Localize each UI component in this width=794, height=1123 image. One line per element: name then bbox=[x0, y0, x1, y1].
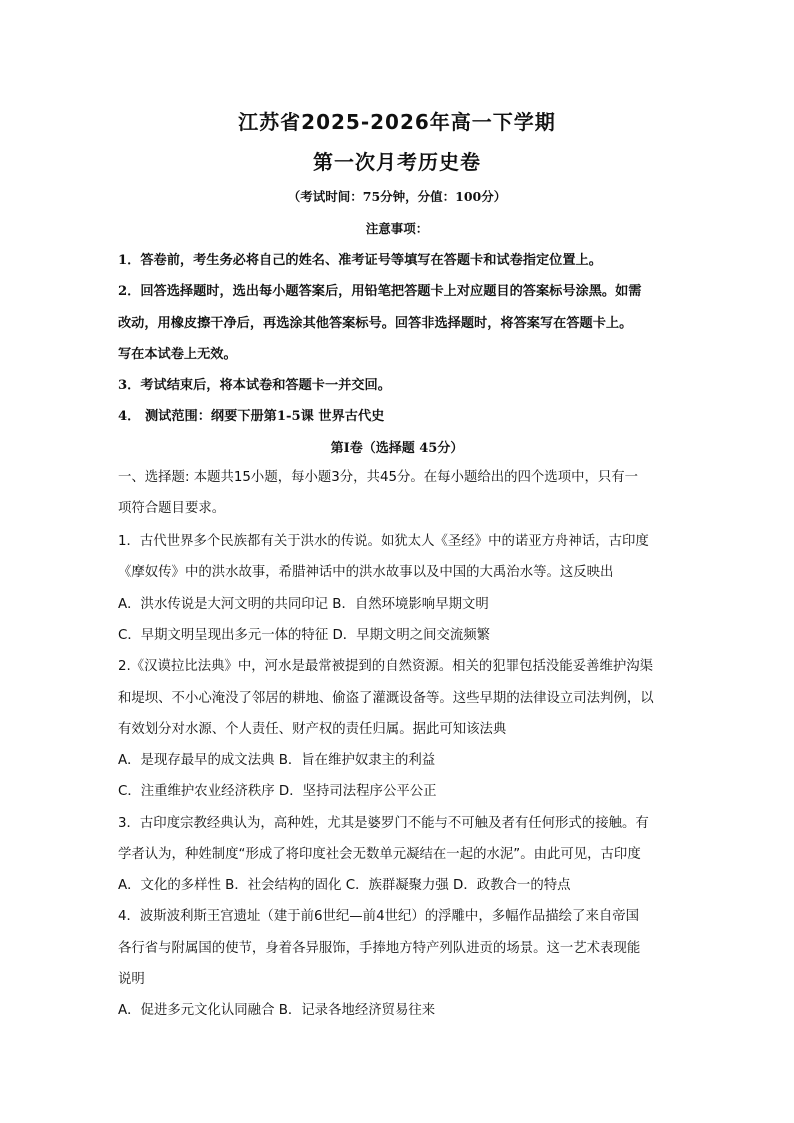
notice-item-3: 3．考试结束后，将本试卷和答题卡一并交回。 bbox=[118, 378, 391, 393]
question-1-options: C．早期文明呈现出多元一体的特征 D．早期文明之间交流频繁 bbox=[118, 628, 491, 643]
exam-title-line2: 第一次月考历史卷 bbox=[313, 150, 481, 174]
question-2-stem: 和堤坝、不小心淹没了邻居的耕地、偷盗了灌溉设备等。这些早期的法律设立司法判例，以 bbox=[118, 691, 654, 706]
notice-item-2-cont2: 写在本试卷上无效。 bbox=[118, 347, 237, 362]
question-3-stem: 学者认为，种姓制度“形成了将印度社会无数单元凝结在一起的水泥”。由此可见，古印度 bbox=[118, 847, 641, 862]
instructions-line: 项符合题目要求。 bbox=[118, 501, 226, 516]
notice-item-2: 2．回答选择题时，选出每小题答案后，用铅笔把答题卡上对应题目的答案标号涂黑。如需 bbox=[118, 284, 642, 299]
question-3-stem: 3．古印度宗教经典认为，高种姓，尤其是婆罗门不能与不可触及者有任何形式的接触。有 bbox=[118, 816, 649, 831]
notice-heading: 注意事项： bbox=[365, 221, 429, 236]
question-1-stem: 1．古代世界多个民族都有关于洪水的传说。如犹太人《圣经》中的诺亚方舟神话，古印度 bbox=[118, 534, 649, 549]
question-4-options: A．促进多元文化认同融合 B．记录各地经济贸易往来 bbox=[118, 1003, 436, 1018]
question-2-options: A．是现存最早的成文法典 B．旨在维护奴隶主的利益 bbox=[118, 753, 436, 768]
notice-item-2-cont: 改动，用橡皮擦干净后，再选涂其他答案标号。回答非选择题时，将答案写在答题卡上。 bbox=[118, 316, 633, 331]
exam-title-line1: 江苏省2025-2026年高一下学期 bbox=[238, 110, 556, 134]
question-2-stem: 2.《汉谟拉比法典》中，河水是最常被提到的自然资源。相关的犯罪包括没能妥善维护沟渠 bbox=[118, 659, 654, 674]
question-2-stem: 有效划分对水源、个人责任、财产权的责任归属。据此可知该法典 bbox=[118, 722, 507, 737]
notice-item-4: 4． 测试范围：纲要下册第1-5课 世界古代史 bbox=[118, 409, 385, 424]
question-3-options: A．文化的多样性 B．社会结构的固化 C．族群凝聚力强 D．政教合一的特点 bbox=[118, 878, 571, 893]
question-4-stem: 各行省与附属国的使节，身着各异服饰，手捧地方特产列队进贡的场景。这一艺术表现能 bbox=[118, 941, 641, 956]
notice-item-1: 1．答卷前，考生务必将自己的姓名、准考证号等填写在答题卡和试卷指定位置上。 bbox=[118, 253, 602, 268]
question-1-stem: 《摩奴传》中的洪水故事，希腊神话中的洪水故事以及中国的大禹治水等。这反映出 bbox=[118, 565, 614, 580]
question-1-options: A．洪水传说是大河文明的共同印记 B．自然环境影响早期文明 bbox=[118, 597, 489, 612]
question-4-stem: 说明 bbox=[118, 972, 145, 987]
instructions-line: 一、选择题: 本题共15小题，每小题3分，共45分。在每小题给出的四个选项中，只有一 bbox=[118, 470, 639, 485]
section-title: 第Ⅰ卷（选择题 45分） bbox=[330, 441, 464, 456]
question-4-stem: 4．波斯波利斯王宫遗址（建于前6世纪—前4世纪）的浮雕中，多幅作品描绘了来自帝国 bbox=[118, 909, 640, 924]
question-2-options: C．注重维护农业经济秩序 D．坚持司法程序公平公正 bbox=[118, 784, 437, 799]
exam-time-score: （考试时间：75分钟，分值：100分） bbox=[287, 189, 507, 204]
